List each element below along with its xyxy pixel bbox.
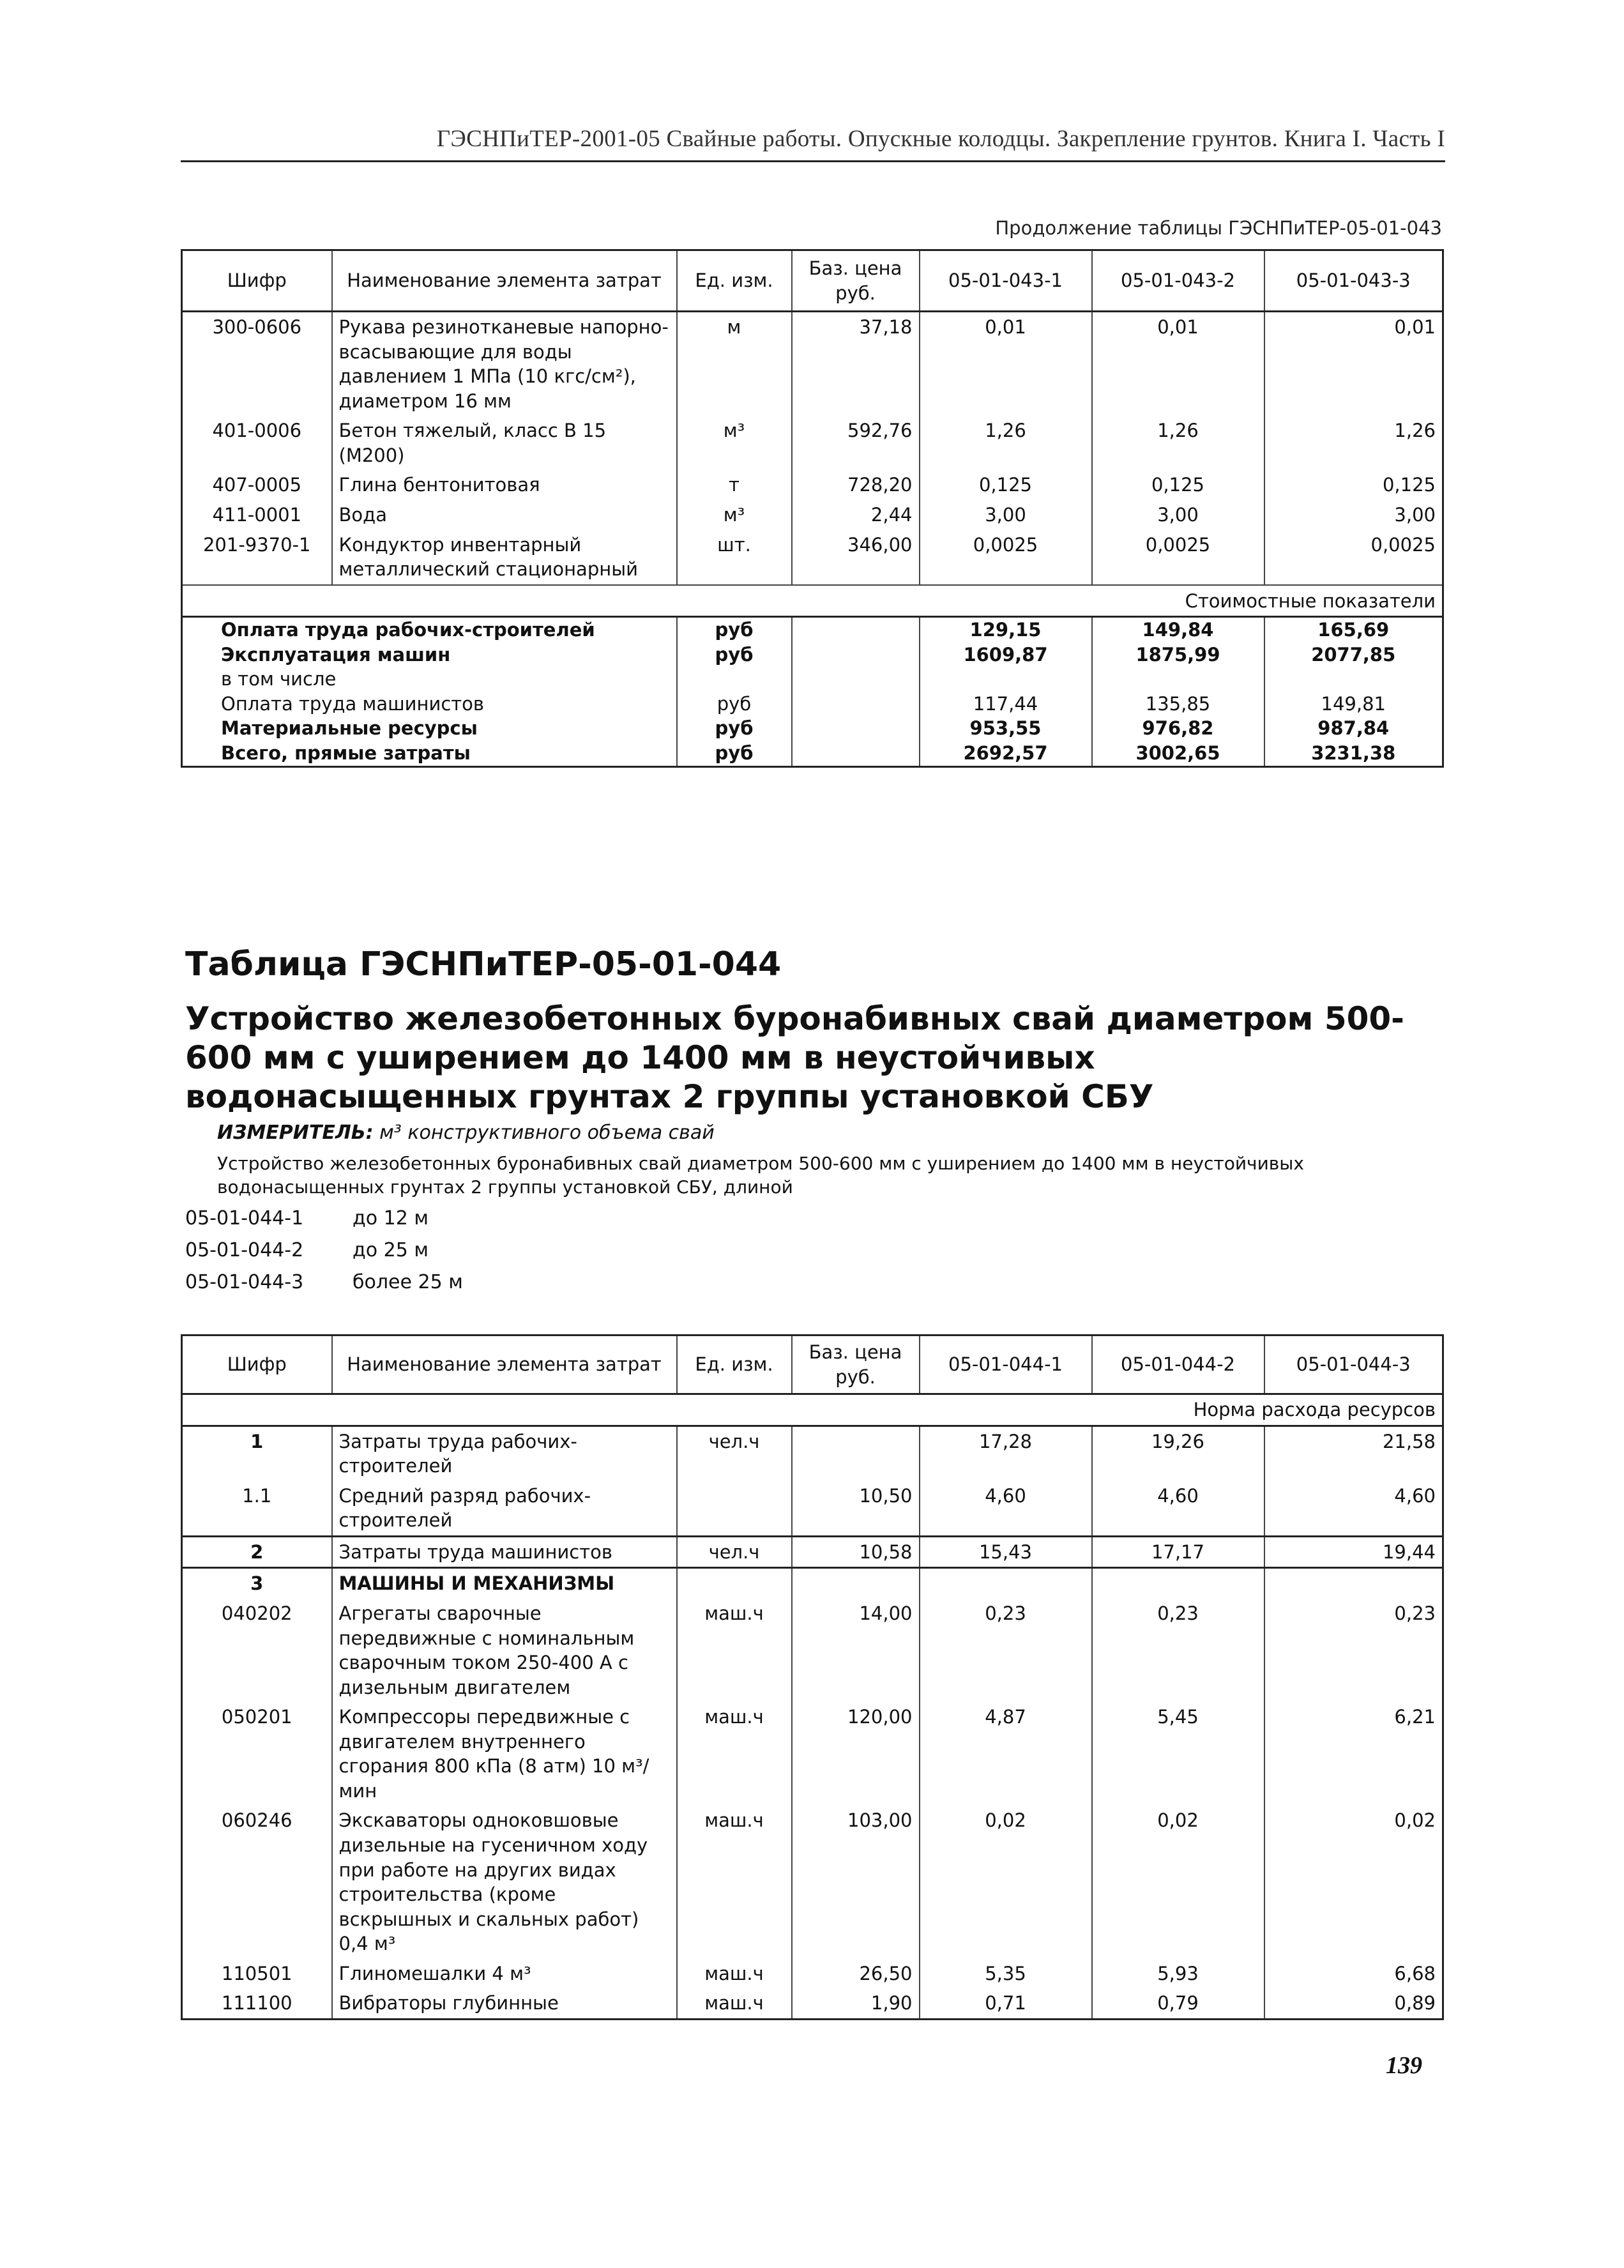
resource-unit: маш.ч [677, 1806, 792, 1958]
resource-value-3: 21,58 [1382, 1430, 1436, 1452]
cost-value-2: 3002,65 [1092, 741, 1264, 766]
cost-value-3 [1264, 667, 1443, 692]
table-row [182, 1806, 1443, 1958]
table-row [182, 1702, 1443, 1806]
resource-value-3: 19,44 [1264, 1536, 1443, 1568]
resource-name: Вода [332, 500, 677, 530]
resource-price: 10,50 [792, 1481, 920, 1537]
cost-unit: руб [677, 643, 792, 667]
resource-value-2: 0,23 [1092, 1599, 1264, 1702]
measure-line [217, 1122, 715, 1144]
resource-value-2: 0,125 [1092, 470, 1264, 500]
resource-price: 26,50 [792, 1959, 920, 1989]
variant-code: 05-01-044-1 [185, 1207, 304, 1229]
resource-code: 401-0006 [182, 416, 332, 470]
resource-value-1: 1,26 [920, 416, 1092, 470]
resource-unit: маш.ч [677, 1988, 792, 2019]
resource-value-1: 0,71 [920, 1988, 1092, 2019]
cost-value-1: 129,15 [920, 617, 1092, 643]
resource-unit: маш.ч [677, 1959, 792, 1989]
table-row [182, 1959, 1443, 1989]
resource-price: 1,90 [792, 1988, 920, 2019]
column-header-variant-3: 05-01-044-3 [1264, 1336, 1443, 1394]
resource-value-3: 0,01 [1394, 316, 1436, 338]
cost-price-empty [792, 643, 920, 667]
resource-name: Глиномешалки 4 м³ [332, 1959, 677, 1989]
table-row [182, 312, 1443, 416]
resource-value-2: 3,00 [1092, 500, 1264, 530]
resource-value-2: 19,26 [1092, 1426, 1264, 1481]
table-row [182, 500, 1443, 530]
cost-row [182, 692, 1443, 717]
resource-unit: шт. [677, 530, 792, 585]
table-row [182, 470, 1443, 500]
resource-name: Глина бентонитовая [332, 470, 677, 500]
cost-unit: руб [677, 692, 792, 717]
cost-value-1: 117,44 [920, 692, 1092, 717]
resource-value-3: 1,26 [1394, 420, 1436, 442]
resource-name: Компрессоры передвижные с двигателем внутреннего сгорания 800 кПа (8 атм) 10 м³/мин [332, 1702, 677, 1806]
cost-value-3: 149,81 [1321, 692, 1386, 715]
cost-value-2: 149,84 [1092, 617, 1264, 643]
column-header-price: Баз. цена руб. [792, 250, 920, 312]
resource-name: Затраты труда машинистов [332, 1536, 677, 1568]
cost-name: Материальные ресурсы [182, 716, 677, 741]
resource-name: Вибраторы глубинные [332, 1988, 677, 2019]
resource-price: 120,00 [792, 1702, 920, 1806]
cost-row [182, 667, 1443, 692]
resource-code: 050201 [182, 1702, 332, 1806]
table-title: Таблица ГЭСНПиТЕР-05-01-044 [185, 945, 782, 984]
resource-price [792, 1426, 920, 1481]
cost-value-1: 1609,87 [920, 643, 1092, 667]
resource-unit: м³ [677, 500, 792, 530]
table-row [182, 1988, 1443, 2019]
resource-name: МАШИНЫ И МЕХАНИЗМЫ [332, 1568, 677, 1599]
cost-row [182, 643, 1443, 667]
table-header-row [182, 250, 1443, 312]
cost-value-1: 953,55 [920, 716, 1092, 741]
cost-value-2: 135,85 [1092, 692, 1264, 717]
resource-name: Кондуктор инвентарный металлический стационарный [332, 530, 677, 585]
cost-row [182, 741, 1443, 766]
cost-row [182, 617, 1443, 643]
resource-name: Бетон тяжелый, класс В 15 (М200) [332, 416, 677, 470]
table-row [182, 1426, 1443, 1481]
variant-value: более 25 м [353, 1271, 463, 1293]
cost-value-3: 3231,38 [1311, 742, 1396, 764]
resource-value-3: 0,89 [1394, 1992, 1436, 2014]
column-header-variant-3: 05-01-043-3 [1264, 250, 1443, 312]
variant-code: 05-01-044-2 [185, 1239, 304, 1261]
resource-value-3: 0,02 [1394, 1809, 1436, 1832]
resource-value-1: 0,23 [920, 1599, 1092, 1702]
resource-value-1: 15,43 [920, 1536, 1092, 1568]
cost-price-empty [792, 716, 920, 741]
resource-price [792, 1568, 920, 1599]
resource-value-1: 0,125 [920, 470, 1092, 500]
table-row [182, 530, 1443, 585]
cost-name: в том числе [182, 667, 677, 692]
cost-section-label: Стоимостные показатели [182, 585, 1443, 617]
resource-unit: м [677, 312, 792, 416]
cost-value-2: 976,82 [1092, 716, 1264, 741]
cost-unit [677, 667, 792, 692]
resource-name: Средний разряд рабочих-строителей [332, 1481, 677, 1537]
column-header-code: Шифр [182, 1336, 332, 1394]
cost-name: Оплата труда рабочих-строителей [182, 617, 677, 643]
resource-unit: чел.ч [677, 1536, 792, 1568]
resource-unit: маш.ч [677, 1599, 792, 1702]
resource-value-2: 1,26 [1092, 416, 1264, 470]
resource-value-1: 5,35 [920, 1959, 1092, 1989]
resource-code: 110501 [182, 1959, 332, 1989]
column-header-unit: Ед. изм. [677, 1336, 792, 1394]
resource-value-2: 0,02 [1092, 1806, 1264, 1958]
resource-value-3: 4,60 [1264, 1481, 1443, 1537]
resource-code: 1.1 [182, 1481, 332, 1537]
resource-code: 060246 [182, 1806, 332, 1958]
measure-text: м³ конструктивного объема свай [379, 1122, 715, 1144]
resource-value-1: 0,01 [920, 312, 1092, 416]
cost-price-empty [792, 692, 920, 717]
resource-value-3: 6,21 [1394, 1706, 1436, 1728]
norm-section-label: Норма расхода ресурсов [182, 1394, 1443, 1426]
resource-code: 407-0005 [182, 470, 332, 500]
cost-value-2 [1092, 667, 1264, 692]
cost-row [182, 716, 1443, 741]
resource-code: 300-0606 [182, 312, 332, 416]
variant-code: 05-01-044-3 [185, 1271, 304, 1293]
resource-value-3: 0,23 [1394, 1602, 1436, 1624]
resource-value-1: 4,60 [920, 1481, 1092, 1537]
resource-code: 040202 [182, 1599, 332, 1702]
resource-price: 728,20 [792, 470, 920, 500]
resource-unit: маш.ч [677, 1702, 792, 1806]
resource-code: 1 [182, 1426, 332, 1481]
resource-code: 3 [182, 1568, 332, 1599]
resource-value-3: 0,0025 [1370, 533, 1436, 556]
cost-value-2: 1875,99 [1092, 643, 1264, 667]
resource-value-1 [920, 1568, 1092, 1599]
resource-unit: м³ [677, 416, 792, 470]
resource-name: Экскаваторы одноковшовые дизельные на гусеничном ходу при работе на других видах строительства (кроме вскрышных и скальных работ) 0,4 м³ [332, 1806, 677, 1958]
resource-price: 10,58 [792, 1536, 920, 1568]
cost-value-3: 165,69 [1317, 619, 1390, 641]
resource-value-3: 6,68 [1394, 1962, 1436, 1984]
resource-unit: т [677, 470, 792, 500]
running-header: ГЭСНПиТЕР-2001-05 Свайные работы. Опускные колодцы. Закрепление грунтов. Книга I. Часть I [436, 126, 1445, 152]
resource-value-2 [1092, 1568, 1264, 1599]
table-row [182, 1536, 1443, 1568]
cost-value-1: 2692,57 [920, 741, 1092, 766]
cost-value-1 [920, 667, 1092, 692]
resource-name: Агрегаты сварочные передвижные с номинальным сварочным током 250-400 А с дизельным двигателем [332, 1599, 677, 1702]
resource-price: 2,44 [792, 500, 920, 530]
measure-label: ИЗМЕРИТЕЛЬ: [217, 1122, 374, 1144]
table-subtitle: Устройство железобетонных буронабивных свай диаметром 500-600 мм с уширением до 1400 мм в неустойчивых водонасыщенных грунтах 2 группы установкой СБУ [185, 1000, 1404, 1115]
cost-unit: руб [677, 716, 792, 741]
resource-price: 37,18 [792, 312, 920, 416]
cost-price-empty [792, 741, 920, 766]
table-row [182, 1568, 1443, 1599]
resource-code: 411-0001 [182, 500, 332, 530]
resource-value-2: 4,60 [1092, 1481, 1264, 1537]
resource-value-3: 0,125 [1382, 474, 1436, 496]
resource-price: 346,00 [792, 530, 920, 585]
resource-price: 592,76 [792, 416, 920, 470]
cost-price-empty [792, 617, 920, 643]
column-header-name: Наименование элемента затрат [332, 1336, 677, 1394]
header-rule [181, 160, 1445, 162]
table-continuation-caption: Продолжение таблицы ГЭСНПиТЕР-05-01-043 [995, 217, 1442, 239]
column-header-name: Наименование элемента затрат [332, 250, 677, 312]
resource-name: Затраты труда рабочих-строителей [332, 1426, 677, 1481]
work-description: Устройство железобетонных буронабивных свай диаметром 500-600 мм с уширением до 1400 мм в неустойчивых водонасыщенных грунтах 2 группы установкой СБУ, длиной [217, 1153, 1304, 1198]
resource-value-2: 17,17 [1092, 1536, 1264, 1568]
resource-price: 14,00 [792, 1599, 920, 1702]
cost-name: Всего, прямые затраты [182, 741, 677, 766]
page-number: 139 [1386, 2052, 1422, 2079]
cost-value-3: 987,84 [1317, 717, 1390, 740]
table-row [182, 1481, 1443, 1537]
resource-value-3: 3,00 [1394, 503, 1436, 526]
variant-value: до 25 м [353, 1239, 429, 1261]
resource-unit: чел.ч [677, 1426, 792, 1481]
resource-value-2: 0,79 [1092, 1988, 1264, 2019]
table-header-row [182, 1336, 1443, 1394]
section-label-row [182, 1394, 1443, 1426]
resource-unit [677, 1481, 792, 1537]
resource-value-1: 4,87 [920, 1702, 1092, 1806]
cost-price-empty [792, 667, 920, 692]
resource-value-1: 3,00 [920, 500, 1092, 530]
resource-value-2: 0,01 [1092, 312, 1264, 416]
cost-value-3: 2077,85 [1311, 643, 1396, 666]
cost-name: Эксплуатация машин [182, 643, 677, 667]
column-header-variant-2: 05-01-044-2 [1092, 1336, 1264, 1394]
resource-code: 2 [182, 1536, 332, 1568]
resource-value-2: 0,0025 [1092, 530, 1264, 585]
resource-code: 111100 [182, 1988, 332, 2019]
resource-value-3 [1264, 1568, 1443, 1599]
column-header-price: Баз. цена руб. [792, 1336, 920, 1394]
cost-table-043 [181, 249, 1444, 768]
resource-name: Рукава резинотканевые напорно-всасывающие для воды давлением 1 МПа (10 кгс/см²), диаметром 16 мм [332, 312, 677, 416]
column-header-variant-2: 05-01-043-2 [1092, 250, 1264, 312]
resource-value-2: 5,45 [1092, 1702, 1264, 1806]
resource-value-1: 17,28 [920, 1426, 1092, 1481]
column-header-unit: Ед. изм. [677, 250, 792, 312]
resource-unit [677, 1568, 792, 1599]
section-label-row [182, 585, 1443, 617]
resource-value-1: 0,02 [920, 1806, 1092, 1958]
resource-code: 201-9370-1 [182, 530, 332, 585]
column-header-variant-1: 05-01-044-1 [920, 1336, 1092, 1394]
variant-value: до 12 м [353, 1207, 429, 1229]
cost-name: Оплата труда машинистов [182, 692, 677, 717]
resource-table-044 [181, 1334, 1444, 2020]
table-row [182, 1599, 1443, 1702]
cost-unit: руб [677, 741, 792, 766]
resource-value-2: 5,93 [1092, 1959, 1264, 1989]
cost-unit: руб [677, 617, 792, 643]
resource-price: 103,00 [792, 1806, 920, 1958]
resource-value-1: 0,0025 [920, 530, 1092, 585]
table-row [182, 416, 1443, 470]
column-header-variant-1: 05-01-043-1 [920, 250, 1092, 312]
column-header-code: Шифр [182, 250, 332, 312]
